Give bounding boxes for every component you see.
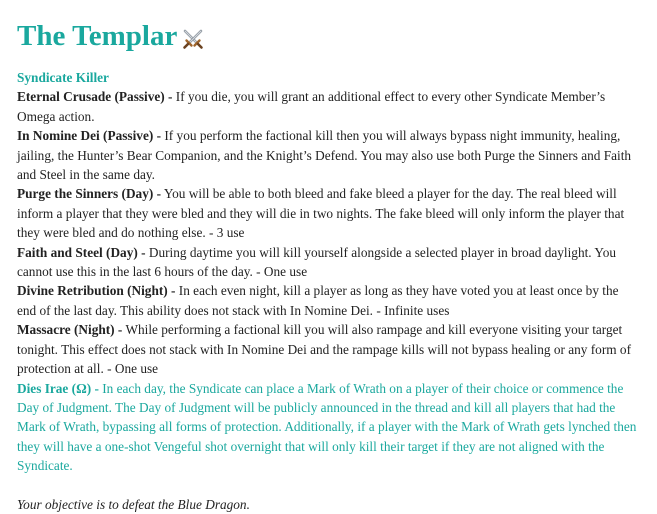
ability-eternal-crusade	[17, 87, 639, 126]
ability-description: If you die, you will grant an additional effect to every other Syndicate Member’s Omega action.	[17, 89, 606, 124]
ability-description: While performing a factional kill you will also rampage and kill everyone visiting your target tonight. This effect does not stack with In Nomine Dei and the rampage kills will not bypass healing or any form of protection at all. - One use	[17, 322, 631, 377]
objective-text: Your objective is to defeat the Blue Dragon.	[17, 496, 250, 512]
ability-list	[17, 87, 639, 475]
ability-name: Purge the Sinners (Day) -	[17, 186, 162, 202]
ability-divine-retribution	[17, 281, 639, 320]
ability-faith-and-steel	[17, 243, 639, 282]
ability-description: In each day, the Syndicate can place a Mark of Wrath on a player of their choice or commence the Day of Judgment. The Day of Judgment will be publicly announced in the thread and kill all players that had the Mark of Wrath, bypassing all forms of protection. Additionally, if a player with the Mark of Wrath gets lynched then they will have a one-shot Vengeful shot overnight that will only kill their target if they are not aligned with the Syndicate.	[17, 380, 637, 474]
ability-purge-the-sinners	[17, 184, 639, 242]
ability-name: In Nomine Dei (Passive) -	[17, 128, 162, 144]
ability-description: If you perform the factional kill then you will always bypass night immunity, healing, jailing, the Hunter’s Bear Companion, and the Knight’s Defend. You may also use both Purge the Sinners and Faith and Steel in the same day.	[17, 128, 632, 183]
ability-name: Divine Retribution (Night) -	[17, 283, 176, 299]
ability-dies-irae	[17, 379, 639, 476]
ability-description: During daytime you will kill yourself alongside a selected player in broad daylight. You cannot use this in the last 6 hours of the day. - One use	[17, 244, 617, 280]
crossed-swords-icon	[182, 28, 204, 50]
ability-name: Dies Irae (Ω) -	[17, 380, 99, 396]
ability-name: Massacre (Night) -	[17, 322, 123, 338]
page-title: The Templar	[17, 19, 178, 52]
ability-in-nomine-dei	[17, 126, 639, 184]
title-row	[17, 16, 639, 56]
ability-name: Eternal Crusade (Passive) -	[17, 89, 173, 105]
ability-description: In each even night, kill a player as long as they have voted you at least once by the end of the last day. This ability does not stack with In Nomine Dei. - Infinite uses	[17, 283, 619, 318]
ability-name: Faith and Steel (Day) -	[17, 244, 146, 260]
ability-massacre	[17, 320, 639, 378]
role-subtitle: Syndicate Killer	[17, 70, 109, 85]
ability-description: You will be able to both bleed and fake bleed a player for the day. The real bleed will inform a player that they were bled and they will die in two nights. The fake bleed will only inform the player that they were bled and do nothing else. - 3 use	[17, 186, 625, 241]
